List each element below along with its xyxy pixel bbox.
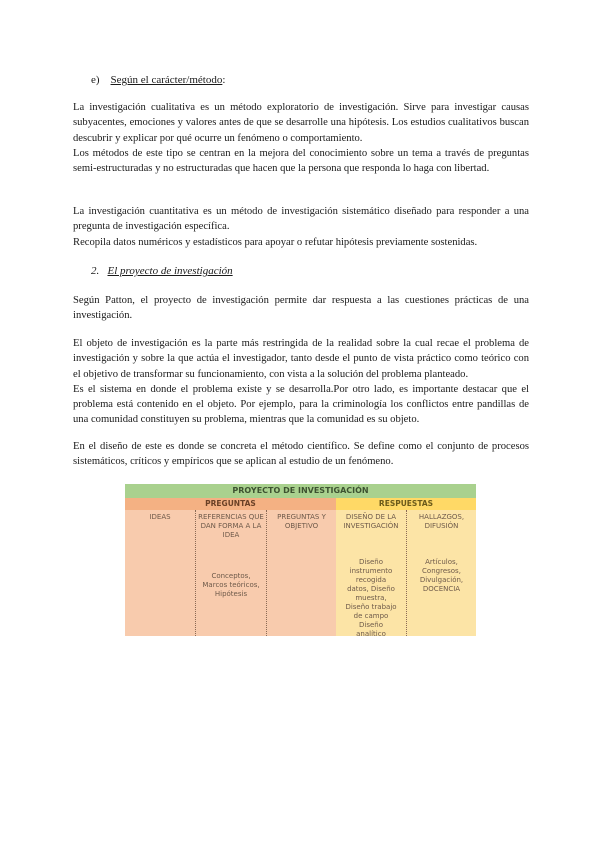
figure-col-hallazgos-body: Artículos, Congresos, Divulgación, DOCENCIA bbox=[419, 558, 464, 593]
figure-col-preguntas-objetivo bbox=[266, 510, 336, 636]
cualitativa-paragraph-2: Los métodos de este tipo se centran en la mejora del conocimiento sobre un tema a través de preguntas semi-estructuradas y no estructuradas que hacen que la persona que responda lo haga con libertad. bbox=[73, 147, 529, 175]
cuantitativa-paragraph-1: La investigación cuantitativa es un método de investigación sistemático diseñado para responder a una pregunta de investigación específica. bbox=[73, 206, 529, 233]
objeto-paragraph-2: Es el sistema en donde el problema existe y se desarrolla.Por otro lado, es importante destacar que el problema está contenido en el objeto. Por ejemplo, para la criminología los conflictos entre pandillas de una comunidad constituyen su problema, mientras que la comunidad es su objeto. bbox=[73, 383, 529, 426]
figure-title: PROYECTO DE INVESTIGACIÓN bbox=[125, 484, 476, 498]
figure-col-hallazgos bbox=[406, 510, 476, 636]
figure-col-diseno bbox=[336, 510, 406, 636]
figure-preguntas-header: PREGUNTAS bbox=[125, 498, 336, 510]
cualitativa-block bbox=[73, 100, 529, 176]
diseno-block bbox=[73, 439, 529, 470]
section-e-heading bbox=[91, 73, 225, 87]
figure-col-preguntas-objetivo-head: PREGUNTAS Y OBJETIVO bbox=[277, 513, 326, 530]
figure-col-ideas bbox=[125, 510, 195, 636]
figure-respuestas-header: RESPUESTAS bbox=[336, 498, 476, 510]
figure-col-diseno-head: DISEÑO DE LA INVESTIGACIÓN bbox=[343, 513, 399, 530]
cualitativa-paragraph-1: La investigación cualitativa es un método exploratorio de investigación. Sirve para investigar causas subyacentes, emociones y valores antes de que se desarrolle una hipótesis. Los estudios cualitativos buscan descubrir y explicar por qué ocurre un fenómeno o comportamiento. bbox=[73, 102, 529, 144]
figure-col-referencias-body: Conceptos, Marcos teóricos, Hipótesis bbox=[202, 572, 260, 598]
figure-col-referencias bbox=[195, 510, 266, 636]
objeto-paragraph-1: El objeto de investigación es la parte más restringida de la realidad sobre la cual recae el problema de investigación y sobre la que actúa el investigador, tanto desde el punto de vista práctico como teórico con el objetivo de transformar su funcionamiento, con vista a la solución del problema planteado. bbox=[73, 338, 529, 380]
section-2-number: 2. bbox=[91, 265, 100, 277]
figure-col-referencias-head: REFERENCIAS QUE DAN FORMA A LA IDEA bbox=[198, 513, 264, 539]
proyecto-investigacion-figure bbox=[125, 484, 476, 636]
objeto-block bbox=[73, 336, 529, 428]
patton-paragraph: Según Patton, el proyecto de investigación permite dar respuesta a las cuestiones prácticas de una investigación. bbox=[73, 295, 529, 322]
patton-block bbox=[73, 293, 529, 324]
diseno-paragraph: En el diseño de este es donde se concreta el método científico. Se define como el conjunto de procesos sistemáticos, críticos y empíricos que se aplican al estudio de un fenómeno. bbox=[73, 441, 529, 468]
cuantitativa-block bbox=[73, 204, 529, 250]
section-e-label: e) bbox=[91, 74, 100, 86]
figure-col-diseno-body: Diseño instrumento recogida datos, Diseño muestra, Diseño trabajo de campo Diseño analítico bbox=[345, 558, 397, 638]
section-2-title: El proyecto de investigación bbox=[107, 265, 233, 277]
figure-col-ideas-head: IDEAS bbox=[149, 513, 171, 521]
section-e-title: Según el carácter/método bbox=[110, 74, 223, 86]
figure-col-hallazgos-head: HALLAZGOS, DIFUSIÓN bbox=[418, 513, 465, 530]
cuantitativa-paragraph-2: Recopila datos numéricos y estadísticos para apoyar o refutar hipótesis previamente sostenidas. bbox=[73, 236, 478, 248]
section-2-heading bbox=[91, 264, 233, 278]
section-e-colon: : bbox=[222, 74, 226, 86]
